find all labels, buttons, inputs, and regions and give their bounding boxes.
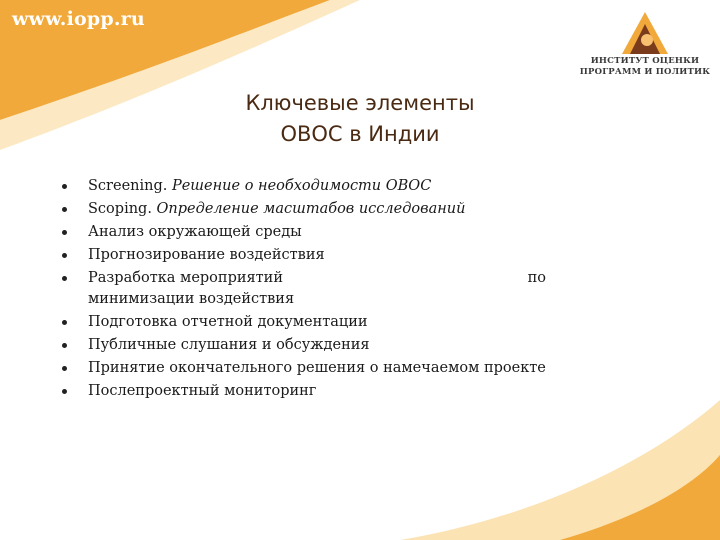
bullet-item-final-decision	[62, 358, 582, 379]
slide-title-line1: Ключевые элементы	[245, 91, 475, 115]
bullet-text: Анализ окружающей среды	[88, 224, 302, 240]
slide-title-line2: ОВОС в Индии	[280, 122, 440, 146]
bullet-item-mitigation	[62, 268, 582, 310]
bullet-item-impact-forecast	[62, 245, 582, 266]
bullet-dot-icon	[62, 366, 67, 371]
slide-title	[160, 88, 560, 150]
bullet-text: Публичные слушания и обсуждения	[88, 337, 370, 353]
bullet-text-left: Разработка мероприятий	[88, 270, 284, 286]
bullet-item-monitoring	[62, 381, 582, 402]
bullet-text-right: по	[527, 270, 546, 286]
bullet-text: Подготовка отчетной документации	[88, 314, 368, 330]
bullet-split-row	[88, 268, 546, 289]
logo-text-line2: ПРОГРАММ И ПОЛИТИК	[579, 67, 711, 77]
bullet-dot-icon	[62, 230, 67, 235]
bullet-rest: Определение масштабов исследований	[156, 201, 466, 217]
bullet-item-screening	[62, 176, 582, 197]
site-url: www.iopp.ru	[12, 8, 145, 30]
bullet-lead: Screening.	[88, 178, 172, 194]
bullet-dot-icon	[62, 184, 67, 189]
bullet-dot-icon	[62, 389, 67, 394]
bullet-dot-icon	[62, 253, 67, 258]
bullet-lead: Scoping.	[88, 201, 157, 217]
logo	[576, 10, 714, 86]
bullet-text-line2: минимизации воздействия	[88, 291, 295, 307]
bullet-text: Прогнозирование воздействия	[88, 247, 325, 263]
bullet-text: Послепроектный мониторинг	[88, 383, 317, 399]
bullet-dot-icon	[62, 343, 67, 348]
bullet-item-public-hearings	[62, 335, 582, 356]
bullet-item-reporting	[62, 312, 582, 333]
logo-emblem-icon	[576, 10, 714, 56]
bullet-dot-icon	[62, 320, 67, 325]
bullet-dot-icon	[62, 207, 67, 212]
bullet-dot-icon	[62, 276, 67, 281]
bullet-item-scoping	[62, 199, 582, 220]
bullet-list	[62, 176, 582, 404]
logo-text-line1: ИНСТИТУТ ОЦЕНКИ	[590, 56, 700, 66]
bullet-item-environment-analysis	[62, 222, 582, 243]
bullet-rest: Решение о необходимости ОВОС	[171, 178, 432, 194]
bullet-text: Принятие окончательного решения о намечаемом проекте	[88, 360, 546, 376]
